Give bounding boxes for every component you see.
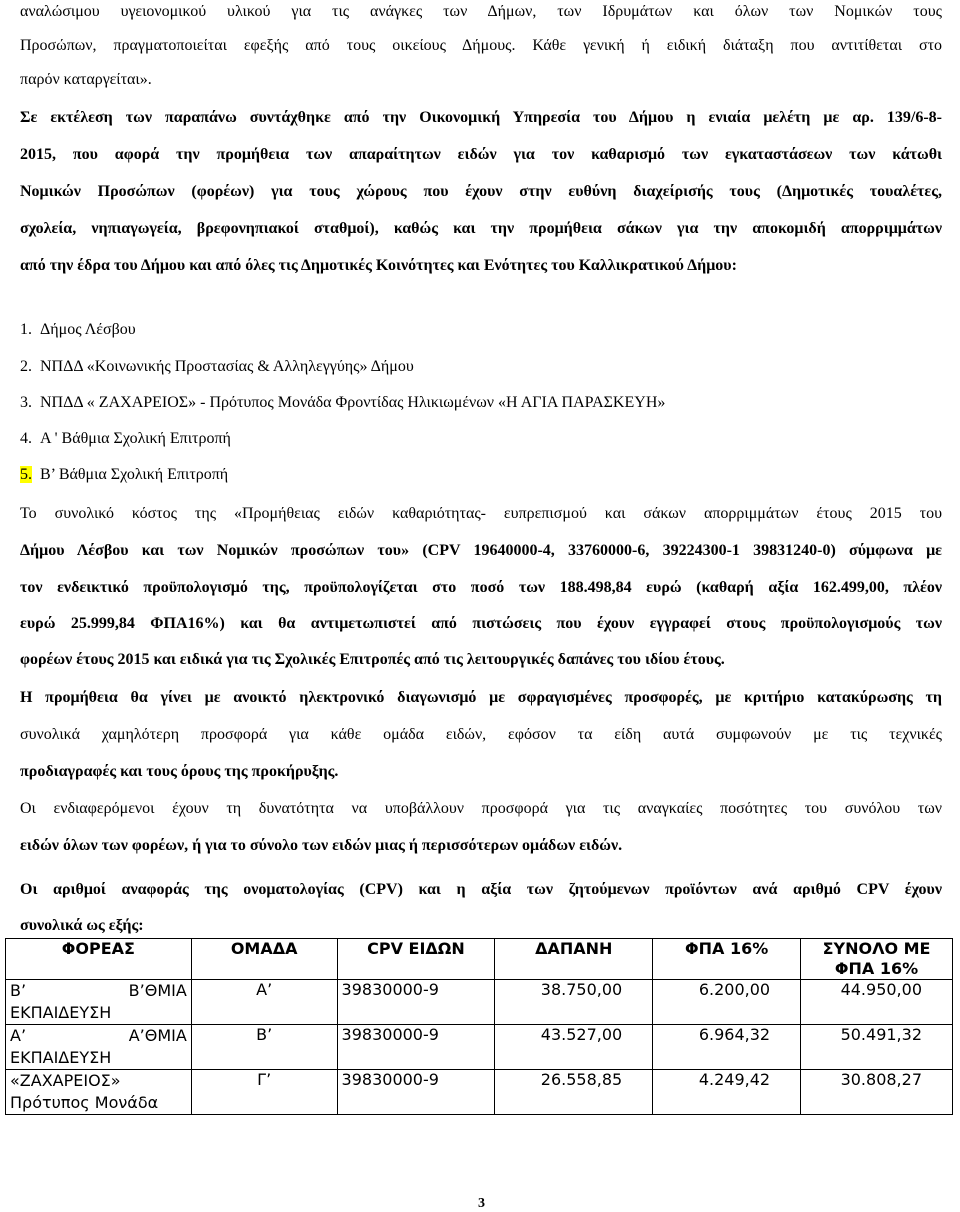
- paragraph-line: τον ενδεικτικό προϋπολογισμό της, προϋπολογίζεται στο ποσό των 188.498,84 ευρώ (καθαρή αξία 162.499,00, πλέον: [20, 579, 942, 596]
- foreas-text: Α’: [10, 1026, 27, 1045]
- paragraph-line: φορέων έτους 2015 και ειδικά για τις Σχολικές Επιτροπές από τις λειτουργικές δαπάνες του ιδίου έτους.: [20, 651, 725, 668]
- table-header-cell: ΔΑΠΑΝΗ: [495, 939, 653, 980]
- paragraph-line: Σε εκτέλεση των παραπάνω συντάχθηκε από την Οικονομική Υπηρεσία του Δήμου η ενιαία μελέτη με αρ. 139/6-8-: [20, 109, 942, 126]
- table-cell-omada: Β’: [191, 1025, 337, 1070]
- list-item: [20, 429, 231, 449]
- table-cell-omada: Γ’: [191, 1070, 337, 1115]
- table-cell-fpa: 4.249,42: [653, 1070, 801, 1115]
- table-cell-fpa: 6.200,00: [653, 980, 801, 1025]
- table-header-row: [6, 939, 953, 980]
- table-header-cell: ΣΥΝΟΛΟ ΜΕ ΦΠΑ 16%: [801, 939, 953, 980]
- paragraph-line: προδιαγραφές και τους όρους της προκήρυξης.: [20, 763, 339, 780]
- list-item-text: Δήμος Λέσβου: [40, 321, 136, 338]
- table-cell-synolo: 30.808,27: [801, 1070, 953, 1115]
- paragraph-line: ειδών όλων των φορέων, ή για το σύνολο των ειδών μιας ή περισσότερων ομάδων ειδών.: [20, 837, 623, 854]
- paragraph-line: παρόν καταργείται».: [20, 71, 152, 88]
- table-cell-dapani: 26.558,85: [495, 1070, 653, 1115]
- table-cell-cpv: 39830000-9: [337, 980, 495, 1025]
- table-cell-foreas: [6, 1025, 192, 1070]
- list-item-text: ΝΠΔΔ «Κοινωνικής Προστασίας & Αλληλεγγύης» Δήμου: [40, 358, 414, 375]
- table-header-cell: ΦΠΑ 16%: [653, 939, 801, 980]
- paragraph-line: Η προμήθεια θα γίνει με ανοικτό ηλεκτρονικό διαγωνισμό με σφραγισμένες προσφορές, με κριτήριο κατακύρωσης τη: [20, 689, 942, 706]
- table-cell-synolo: 44.950,00: [801, 980, 953, 1025]
- list-item-text: Β’ Βάθμια Σχολική Επιτροπή: [40, 466, 229, 483]
- table-row: [6, 1070, 953, 1115]
- paragraph-line: Προσώπων, πραγματοποιείται εφεξής από τους οικείους Δήμους. Κάθε γενική ή ειδική διάταξη που αντιτίθεται στο: [20, 37, 942, 54]
- table-cell-foreas: [6, 980, 192, 1025]
- paragraph-line: Το συνολικό κόστος της «Προμήθειας ειδών καθαριότητας- ευπρεπισμού και σάκων απορριμμάτων έτους 2015 του: [20, 505, 942, 522]
- table-cell-fpa: 6.964,32: [653, 1025, 801, 1070]
- list-item-number-highlighted: 5.: [20, 466, 32, 483]
- foreas-text: «ΖΑΧΑΡΕΙΟΣ»: [10, 1071, 121, 1090]
- table-cell-omada: Α’: [191, 980, 337, 1025]
- table-row: [6, 980, 953, 1025]
- paragraph-line: αναλώσιμου υγειονομικού υλικού για τις ανάγκες των Δήμων, των Ιδρυμάτων και όλων των Νομικών τους: [20, 3, 942, 20]
- table-cell-dapani: 43.527,00: [495, 1025, 653, 1070]
- table-header-cell: CPV ΕΙΔΩΝ: [337, 939, 495, 980]
- table-header-cell: ΟΜΑΔΑ: [191, 939, 337, 980]
- paragraph-line: 2015, που αφορά την προμήθεια των απαραίτητων ειδών για τον καθαρισμό των εγκαταστάσεων των κάτωθι: [20, 146, 942, 163]
- table-cell-foreas: [6, 1070, 192, 1115]
- table-cell-dapani: 38.750,00: [495, 980, 653, 1025]
- table-cell-cpv: 39830000-9: [337, 1025, 495, 1070]
- page-number: 3: [478, 1196, 485, 1211]
- foreas-text: Πρότυπος Μονάδα: [10, 1093, 159, 1112]
- list-item: [20, 320, 136, 340]
- foreas-text: Β’ΘΜΙΑ: [128, 981, 187, 1000]
- list-item-number: 1.: [20, 321, 32, 338]
- table-header-cell: ΦΟΡΕΑΣ: [6, 939, 192, 980]
- list-item-text: ΝΠΔΔ « ΖΑΧΑΡΕΙΟΣ» - Πρότυπος Μονάδα Φροντίδας Ηλικιωμένων «Η ΑΓΙΑ ΠΑΡΑΣΚΕΥΗ»: [40, 394, 666, 411]
- list-item: [20, 393, 665, 413]
- cpv-cost-table: [5, 938, 953, 1115]
- table-cell-synolo: 50.491,32: [801, 1025, 953, 1070]
- list-item-text: Α ' Βάθμια Σχολική Επιτροπή: [40, 430, 231, 447]
- paragraph-line: ευρώ 25.999,84 ΦΠΑ16%) και θα αντιμετωπιστεί από πιστώσεις που έχουν εγγραφεί στους προϋπολογισμούς των: [20, 615, 942, 632]
- list-item-number: 2.: [20, 358, 32, 375]
- foreas-text: ΕΚΠΑΙΔΕΥΣΗ: [10, 1048, 112, 1067]
- list-item: [20, 357, 414, 377]
- paragraph-line: Νομικών Προσώπων (φορέων) για τους χώρους που έχουν στην ευθύνη διαχείρισής τους (Δημοτικές τουαλέτες,: [20, 183, 942, 200]
- paragraph-line: Δήμου Λέσβου και των Νομικών προσώπων του» (CPV 19640000-4, 33760000-6, 39224300-1 39831240-0) σύμφωνα με: [20, 542, 942, 559]
- foreas-text: ΕΚΠΑΙΔΕΥΣΗ: [10, 1003, 112, 1022]
- paragraph-line: Οι ενδιαφερόμενοι έχουν τη δυνατότητα να υποβάλλουν προσφορά για τις αναγκαίες ποσότητες του συνόλου των: [20, 800, 942, 817]
- paragraph-line: συνολικά ως εξής:: [20, 917, 144, 934]
- list-item: [20, 465, 228, 485]
- table-row: [6, 1025, 953, 1070]
- table-cell-cpv: 39830000-9: [337, 1070, 495, 1115]
- paragraph-line: από την έδρα του Δήμου και από όλες τις Δημοτικές Κοινότητες και Ενότητες του Καλλικρατικού Δήμου:: [20, 257, 737, 274]
- foreas-text: Β’: [10, 981, 27, 1000]
- foreas-text: Α’ΘΜΙΑ: [128, 1026, 187, 1045]
- list-item-number: 4.: [20, 430, 32, 447]
- paragraph-line: σχολεία, νηπιαγωγεία, βρεφονηπιακοί σταθμοί), καθώς και την προμήθεια σάκων για την αποκομιδή απορριμμάτων: [20, 220, 942, 237]
- paragraph-line: συνολικά χαμηλότερη προσφορά για κάθε ομάδα ειδών, εφόσον τα είδη αυτά συμφωνούν με τις τεχνικές: [20, 726, 942, 743]
- list-item-number: 3.: [20, 394, 32, 411]
- paragraph-line: Οι αριθμοί αναφοράς της ονοματολογίας (CPV) και η αξία των ζητούμενων προϊόντων ανά αριθμό CPV έχουν: [20, 881, 942, 898]
